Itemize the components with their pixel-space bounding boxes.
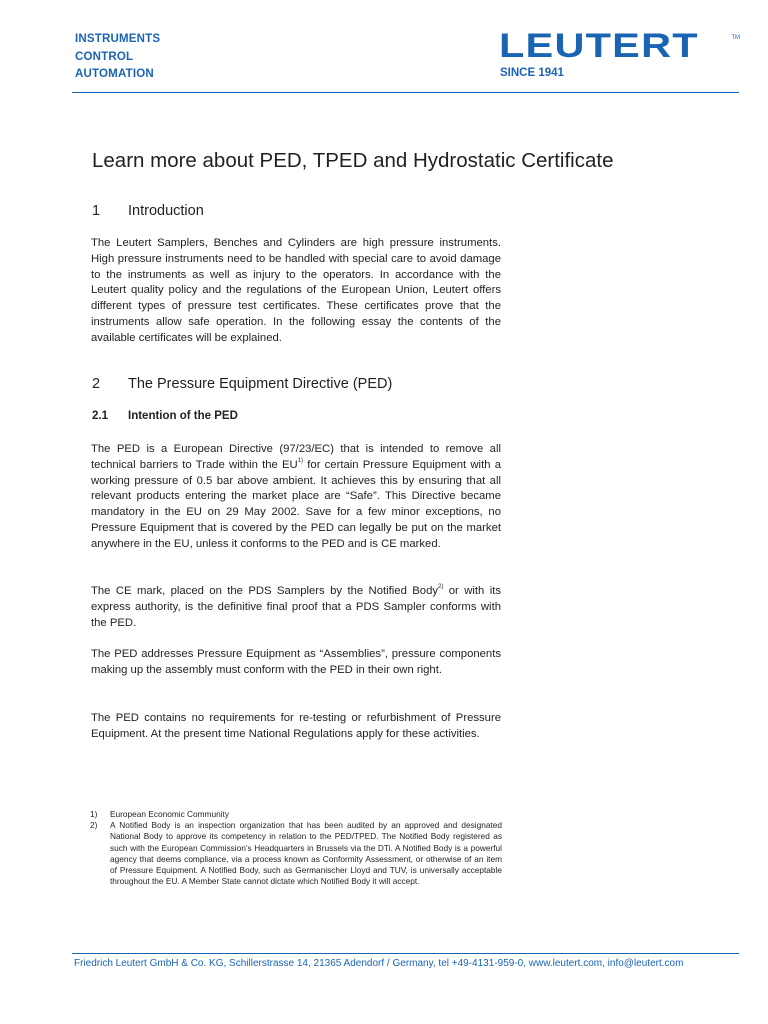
tagline-line: INSTRUMENTS [75, 33, 161, 45]
subsection-number: 2.1 [92, 410, 108, 422]
section-heading-ped [92, 376, 392, 392]
header-divider [72, 92, 739, 93]
section-heading-introduction [92, 203, 204, 219]
footnote-text: A Notified Body is an inspection organization that has been audited by an approved and designated National Body to approve its competency in relation to the PED/TPED. The Notified Body registered as such with the European Commission’s Headquarters in Brussels via the DTi. A Notified Body is a powerful agency that deems compliance, via a process known as Conformity Assessment, or otherwise of an item of Pressure Equipment. A Notified Body, such as Germanischer Lloyd and TUV, is universally acceptable throughout the EU. A Member State cannot dictate which Notified Body it will accept. [110, 820, 502, 887]
text-run: or with its express authority, is the definitive final proof that a PDS Sampler conforms with the PED. [91, 585, 501, 629]
footnote-number: 1) [90, 809, 98, 819]
trademark-mark: TM [731, 35, 740, 41]
section-number: 2 [92, 376, 101, 392]
ped-paragraph-1 [91, 442, 501, 553]
footnote-ref: 2) [438, 584, 444, 590]
text-run: The PED is a European Directive (97/23/EC) that is intended to remove all technical barriers to Trade within the EU [91, 443, 501, 471]
ped-paragraph-4: The PED contains no requirements for re-testing or refurbishment of Pressure Equipment. At the present time National Regulations apply for these activities. [91, 712, 501, 740]
text-run: for certain Pressure Equipment with a working pressure of 0.5 bar above ambient. It achieves this by ensuring that all relevant products entering the market place are “Safe”. This Directive became mandatory in the EU on 29 May 2002. Save for a few minor exceptions, no Pressure Equipment that is covered by the PED can legally be put on the market anywhere in the EU, unless it conforms to the PED and is CE marked. [91, 458, 501, 550]
footnote [90, 820, 502, 887]
subsection-title: Intention of the PED [128, 410, 238, 422]
company-tagline [75, 31, 160, 84]
ped-paragraph-2 [91, 584, 501, 631]
ped-paragraph-3: The PED addresses Pressure Equipment as “Assemblies”, pressure components making up the assembly must conform with the PED in their own right. [91, 648, 501, 676]
intro-paragraph: The Leutert Samplers, Benches and Cylinders are high pressure instruments. High pressure instruments need to be handled with special care to avoid damage to the instruments as well as injury to the operators. In accordance with the Leutert quality policy and the regulations of the European Union, Leutert offers different types of pressure test certificates. These certificates prove that the instruments allow safe operation. In the following essay the contents of the available certificates will be explained. [91, 237, 501, 344]
page-title: Learn more about PED, TPED and Hydrostatic Certificate [92, 149, 614, 172]
footer-contact: Friedrich Leutert GmbH & Co. KG, Schillerstrasse 14, 21365 Adendorf / Germany, tel +49-4131-959-0, www.leutert.com, info@leutert.com [74, 958, 684, 969]
section-title: The Pressure Equipment Directive (PED) [128, 376, 393, 392]
subsection-heading-intention [92, 410, 238, 422]
since-label: SINCE 1941 [500, 67, 564, 79]
tagline-line: CONTROL [75, 50, 134, 63]
footnote [90, 809, 502, 820]
section-number: 1 [92, 203, 101, 219]
footnote-text: European Economic Community [110, 809, 229, 819]
logo-text: LEUTERT [499, 27, 699, 65]
footnotes [90, 809, 502, 887]
footnote-ref: 1) [297, 457, 304, 464]
leutert-logo [499, 29, 739, 63]
text-run: The CE mark, placed on the PDS Samplers by the Notified Body [91, 585, 439, 597]
footnote-number: 2) [90, 820, 98, 831]
section-title: Introduction [128, 203, 204, 219]
tagline-line: AUTOMATION [75, 68, 154, 80]
footer-divider [72, 953, 739, 954]
